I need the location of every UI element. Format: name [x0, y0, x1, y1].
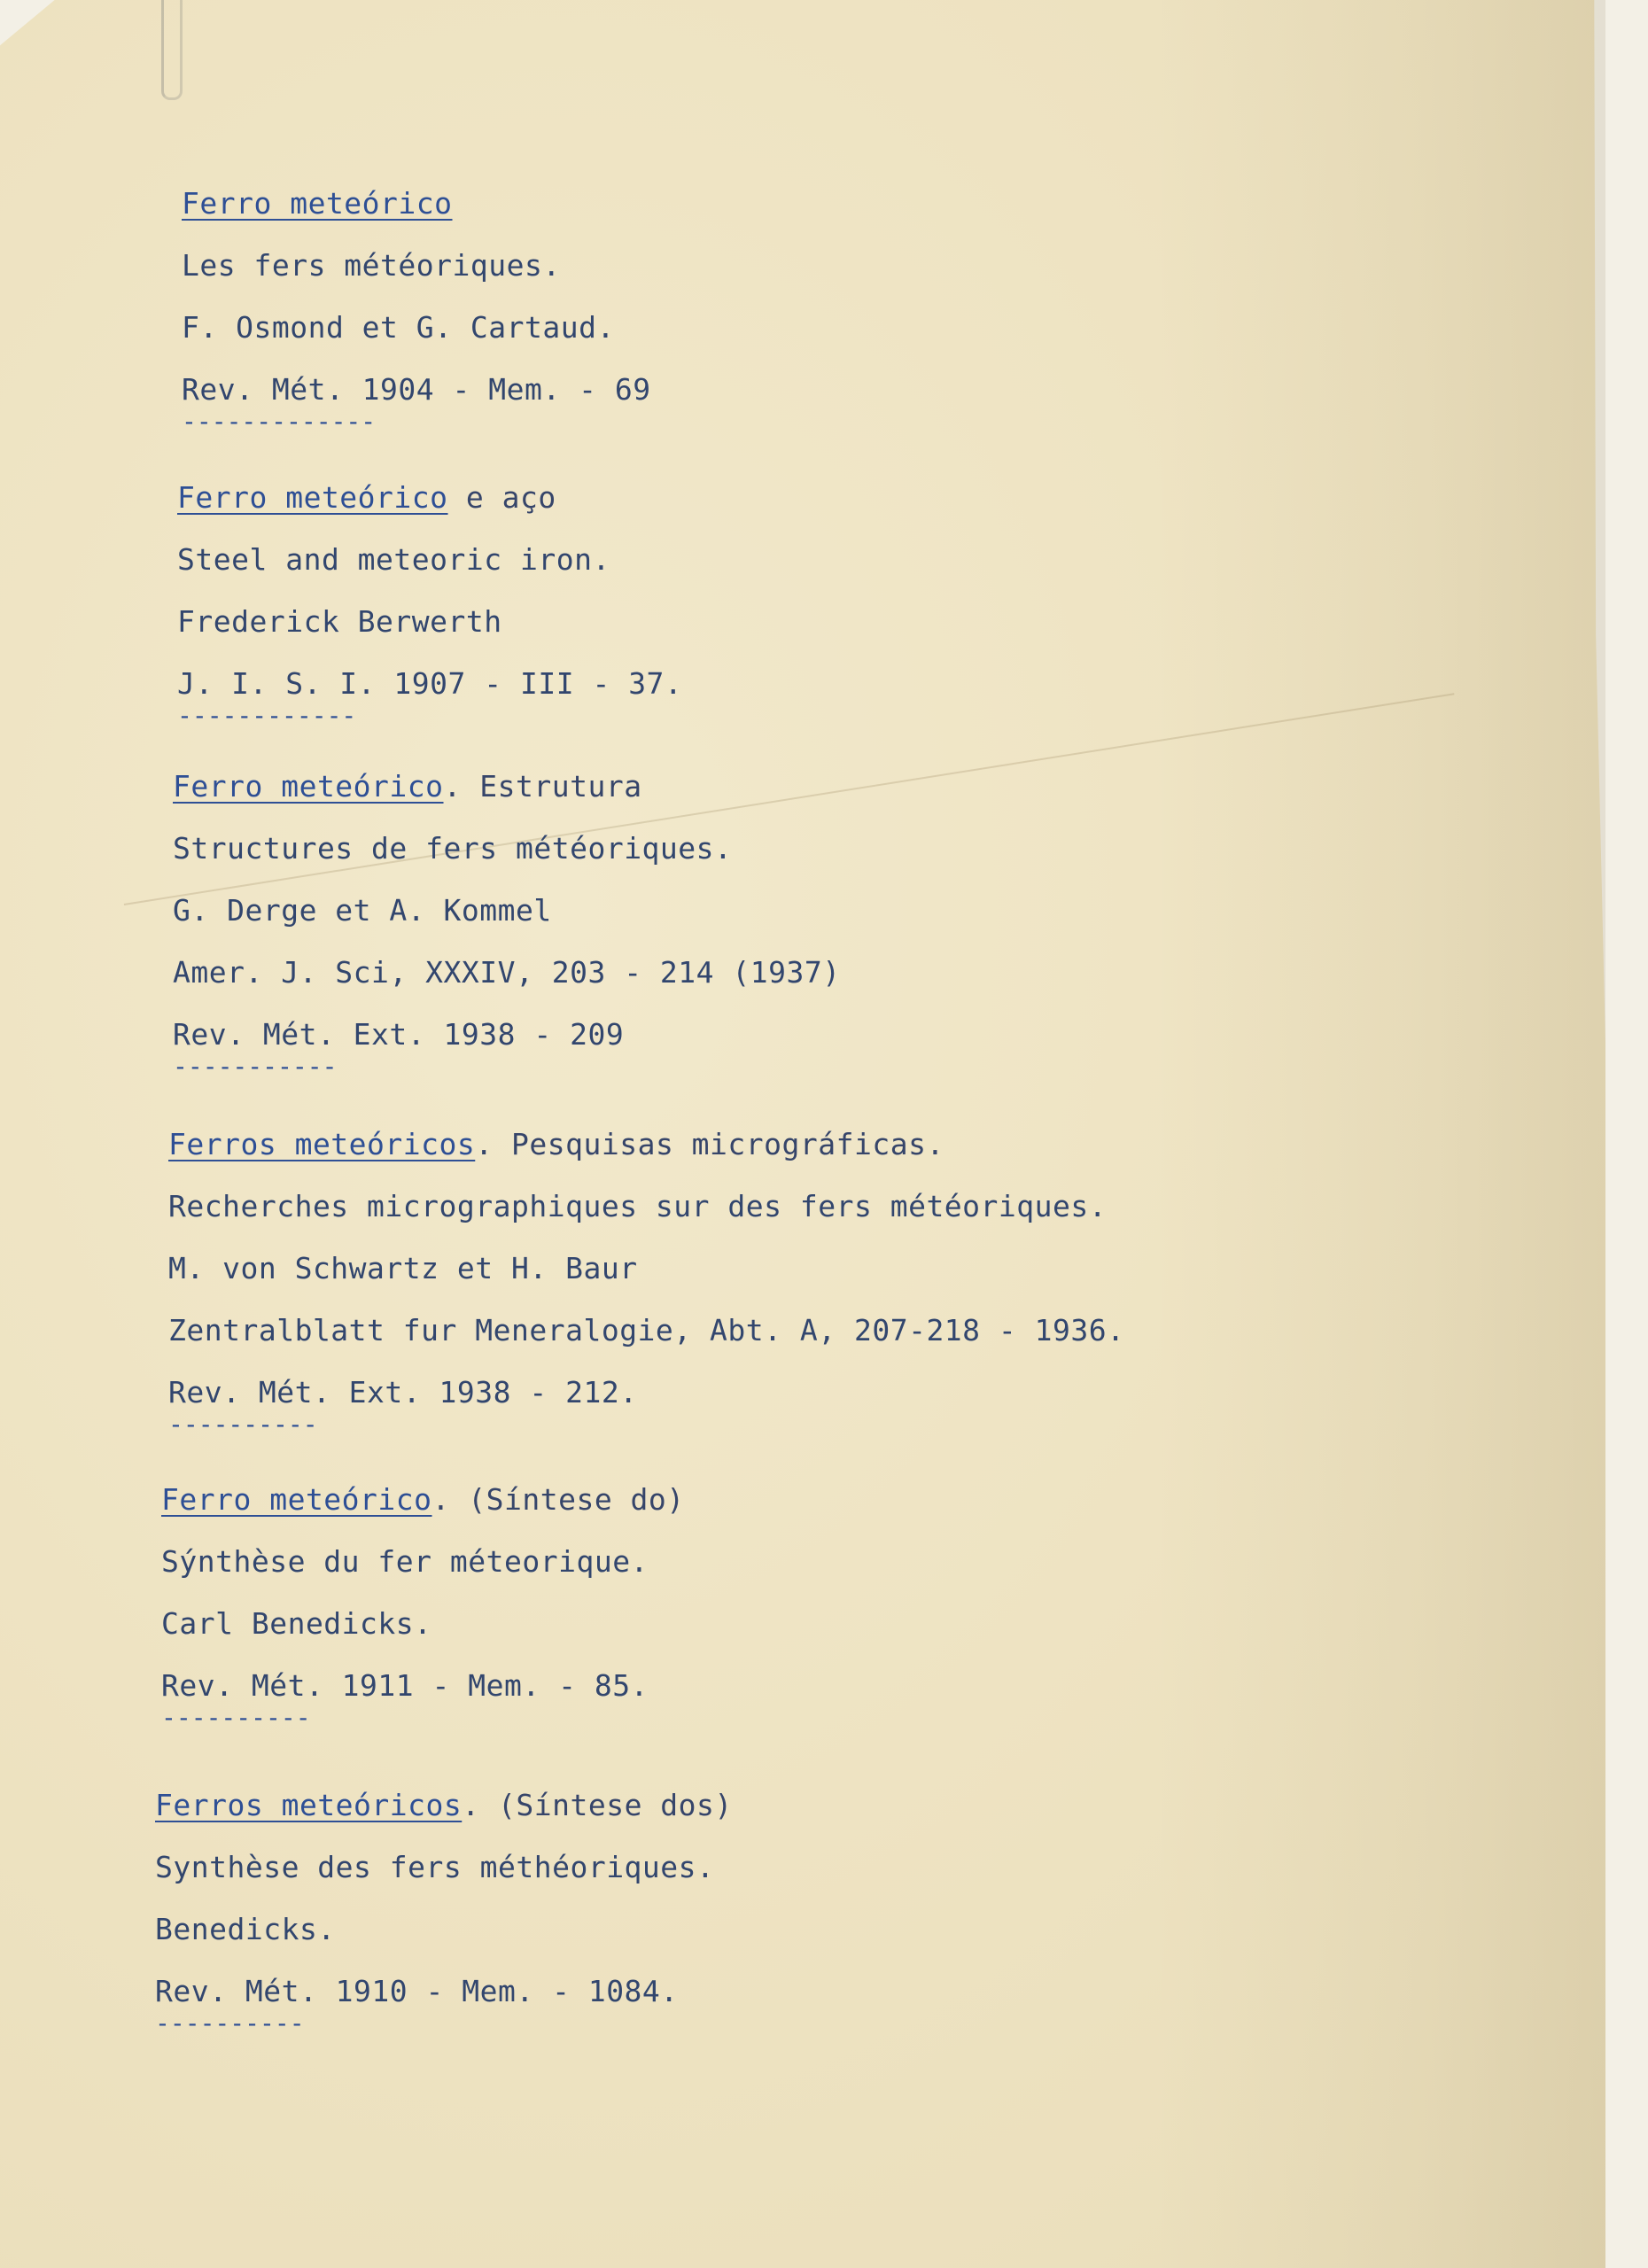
entry-authors: M. von Schwartz et H. Baur — [168, 1251, 638, 1285]
entry-reference: Rev. Mét. 1910 - Mem. - 1084. — [155, 1974, 679, 2008]
entry-reference: Rev. Mét. Ext. 1938 - 209 — [173, 1017, 625, 1052]
entry-subject: Ferro meteórico — [182, 186, 453, 221]
bibliography-entry — [177, 467, 683, 730]
entry-subject: Ferros meteóricos — [168, 1127, 476, 1161]
entry-heading — [161, 1469, 685, 1531]
entry-authors: F. Osmond et G. Cartaud. — [182, 310, 615, 345]
entry-separator: ---------- — [161, 1703, 311, 1732]
entry-authors: Benedicks. — [155, 1912, 336, 1946]
entry-heading — [168, 1114, 1125, 1176]
bibliography-entry — [182, 173, 651, 436]
entry-heading — [173, 756, 841, 818]
entry-title: Recherches micrographiques sur des fers météoriques. — [168, 1189, 1108, 1223]
entry-reference: Rev. Mét. 1911 - Mem. - 85. — [161, 1668, 649, 1703]
entry-separator: ----------- — [173, 1052, 338, 1081]
entry-subject-suffix: e aço — [447, 480, 556, 515]
entry-subject: Ferro meteórico — [161, 1482, 432, 1517]
entry-reference: J. I. S. I. 1907 - III - 37. — [177, 666, 683, 701]
staple-mark-icon — [161, 0, 183, 100]
entry-subject-suffix: . Pesquisas micrográficas. — [475, 1127, 944, 1161]
entry-subject-suffix: . (Síntese dos) — [462, 1788, 733, 1822]
entry-title: Structures de fers météoriques. — [173, 831, 733, 866]
entry-source: Amer. J. Sci, XXXIV, 203 - 214 (1937) — [173, 955, 841, 990]
bibliography-entry — [173, 756, 841, 1081]
entry-subject: Ferro meteórico — [173, 769, 444, 804]
entry-subject-suffix: . Estrutura — [443, 769, 642, 804]
entry-separator: ------------- — [182, 407, 377, 436]
entry-title: Sýnthèse du fer méteorique. — [161, 1544, 649, 1579]
bibliography-entry — [168, 1114, 1125, 1439]
paper-fold-shadow — [1152, 0, 1605, 2268]
entry-authors: Carl Benedicks. — [161, 1606, 432, 1641]
entry-title: Synthèse des fers méthéoriques. — [155, 1850, 715, 1884]
entry-heading — [182, 173, 651, 235]
entry-reference: Rev. Mét. 1904 - Mem. - 69 — [182, 372, 651, 407]
entry-subject: Ferro meteórico — [177, 480, 448, 515]
entry-separator: ---------- — [155, 2008, 305, 2038]
entry-subject: Ferros meteóricos — [155, 1788, 463, 1822]
entry-heading — [155, 1775, 733, 1837]
entry-title: Les fers météoriques. — [182, 248, 561, 283]
bibliography-entry — [155, 1775, 733, 2038]
entry-reference: Rev. Mét. Ext. 1938 - 212. — [168, 1375, 638, 1410]
entry-separator: ------------ — [177, 701, 357, 730]
entry-separator: ---------- — [168, 1410, 318, 1439]
entry-authors: Frederick Berwerth — [177, 604, 502, 639]
entry-authors: G. Derge et A. Kommel — [173, 893, 552, 928]
entry-subject-suffix: . (Síntese do) — [431, 1482, 685, 1517]
entry-source: Zentralblatt fur Meneralogie, Abt. A, 207-218 - 1936. — [168, 1313, 1125, 1348]
entry-heading — [177, 467, 682, 529]
entry-title: Steel and meteoric iron. — [177, 542, 610, 577]
bibliography-entry — [161, 1469, 685, 1732]
